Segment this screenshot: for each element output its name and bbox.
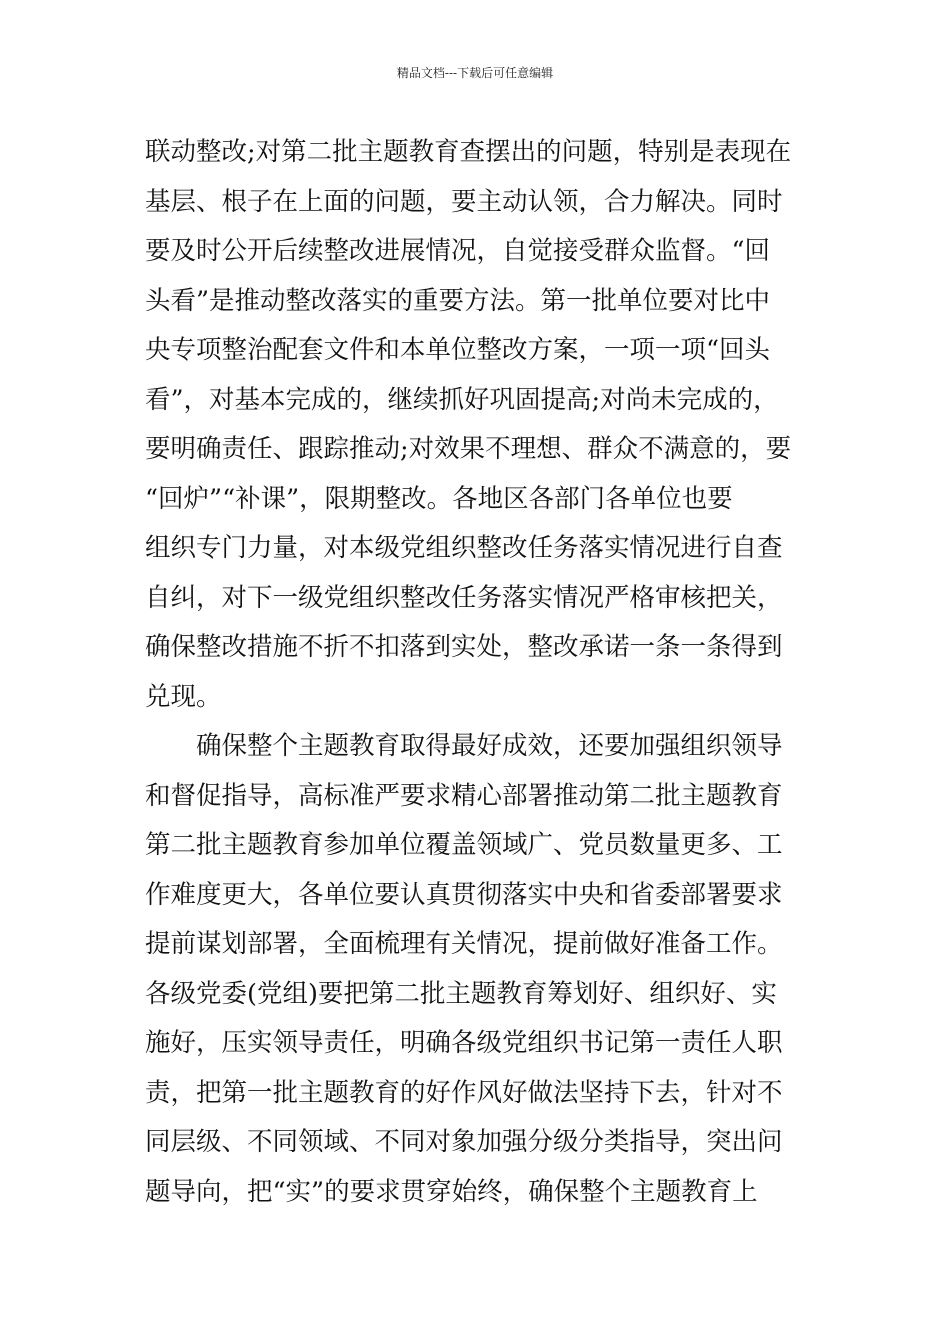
paragraph-line: 要明确责任、跟踪推动;对效果不理想、群众不满意的，要 [145,434,792,464]
paragraph-line: 自纠，对下一级党组织整改任务落实情况严格审核把关， [145,582,783,613]
paragraph-line: 央专项整治配套文件和本单位整改方案，一项一项“回头 [145,335,771,365]
paragraph-line: 施好，压实领导责任，明确各级党组织书记第一责任人职 [145,1028,783,1058]
paragraph-line: 提前谋划部署，全面梳理有关情况，提前做好准备工作。 [145,929,783,959]
paragraph-line: 兑现。 [145,681,222,712]
paragraph-line: 确保整改措施不折不扣落到实处，整改承诺一条一条得到 [145,632,783,662]
page-header: 精品文档---下载后可任意编辑 [396,66,554,80]
document-body [145,128,815,1217]
paragraph-line: 头看”是推动整改落实的重要方法。第一批单位要对比中 [145,285,771,316]
paragraph-line: 第二批主题教育参加单位覆盖领域广、党员数量更多、工 [145,830,783,860]
paragraph-line: “回炉”“补课”，限期整改。各地区各部门各单位也要 [145,483,733,514]
paragraph-line: 作难度更大，各单位要认真贯彻落实中央和省委部署要求 [145,879,783,910]
paragraph-line: 题导向，把“实”的要求贯穿始终，确保整个主题教育上 [145,1176,758,1207]
paragraph-line: 各级党委(党组)要把第二批主题教育筹划好、组织好、实 [145,978,777,1009]
paragraph-line: 同层级、不同领域、不同对象加强分级分类指导，突出问 [145,1127,783,1157]
paragraph-line: 确保整个主题教育取得最好成效，还要加强组织领导 [196,731,783,761]
paragraph-line: 要及时公开后续整改进展情况，自觉接受群众监督。“回 [145,236,771,266]
paragraph-line: 基层、根子在上面的问题，要主动认领，合力解决。同时 [145,186,783,217]
paragraph-line: 联动整改;对第二批主题教育查摆出的问题，特别是表现在 [145,137,792,167]
paragraph-line: 组织专门力量，对本级党组织整改任务落实情况进行自查 [145,533,783,563]
paragraph-line: 责，把第一批主题教育的好作风好做法坚持下去，针对不 [145,1077,783,1108]
paragraph-line: 和督促指导，高标准严要求精心部署推动第二批主题教育 [145,780,783,811]
paragraph-line: 看”，对基本完成的，继续抓好巩固提高;对尚未完成的， [145,384,779,415]
